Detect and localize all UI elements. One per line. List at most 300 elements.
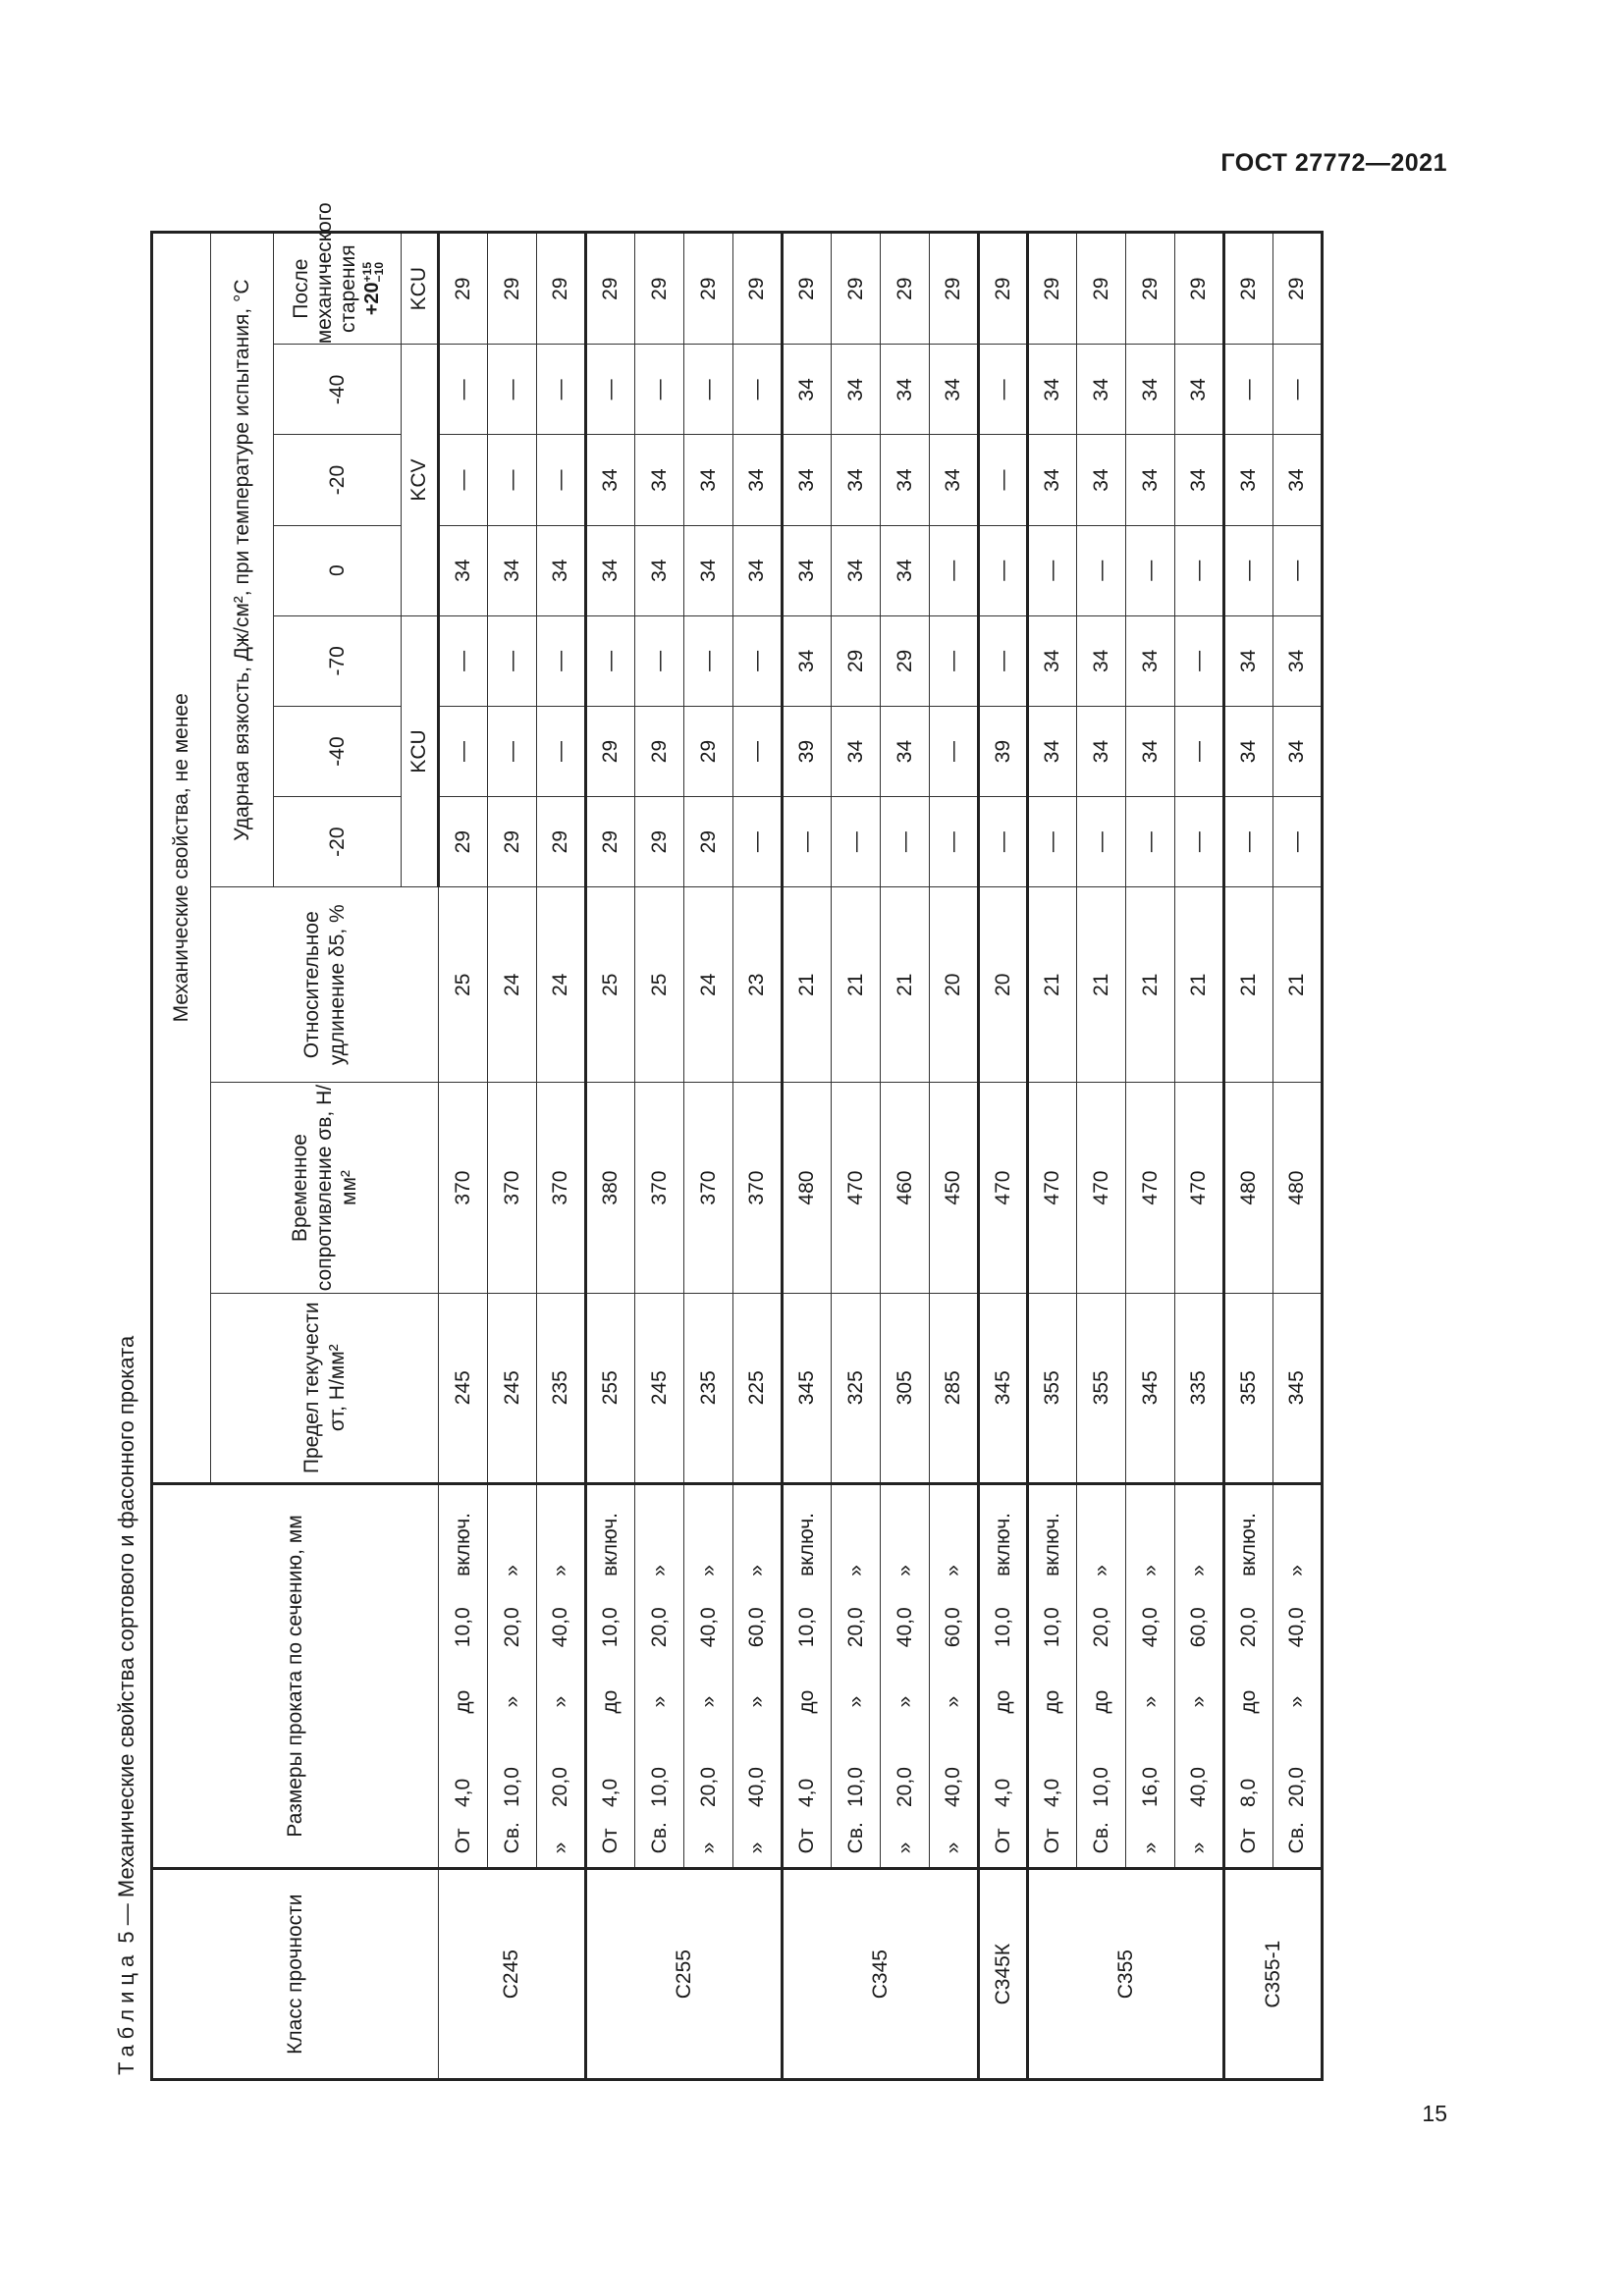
elongation-cell: 21 — [881, 887, 930, 1083]
kcu-minus70-cell: 34 — [1224, 615, 1273, 706]
yield-strength-cell: 245 — [439, 1293, 488, 1483]
size-suffix-cell: » — [832, 1483, 881, 1586]
kcu-minus40-cell: 34 — [832, 706, 881, 796]
yield-strength-cell: 235 — [537, 1293, 586, 1483]
kcu-aging-cell: 29 — [1126, 233, 1175, 345]
size-to-cell: 20,0 — [635, 1586, 684, 1669]
elongation-cell: 21 — [832, 887, 881, 1083]
size-to-cell: 40,0 — [881, 1586, 930, 1669]
kcv-minus20-cell: 34 — [1028, 435, 1077, 525]
kcv-minus20-cell: 34 — [684, 435, 733, 525]
kcv-minus20-cell: 34 — [1126, 435, 1175, 525]
table-row — [979, 233, 1028, 2080]
tensile-strength-cell: 470 — [832, 1083, 881, 1294]
size-from-cell: 20,0 — [1273, 1735, 1323, 1807]
kcu-minus70-cell: — — [733, 615, 783, 706]
tensile-strength-cell: 370 — [733, 1083, 783, 1294]
aging-tolerance — [361, 262, 385, 282]
kcv-minus40-cell: 34 — [1126, 345, 1175, 435]
caption-number: 5 — [114, 1931, 138, 1944]
kcv-0-cell: — — [1126, 525, 1175, 615]
yield-strength-cell: 345 — [1273, 1293, 1323, 1483]
header-after-aging — [274, 202, 402, 345]
size-word-cell: » — [930, 1669, 979, 1735]
size-suffix-cell: » — [537, 1483, 586, 1586]
size-prefix-cell: » — [537, 1807, 586, 1869]
kcu-minus40-cell: 29 — [635, 706, 684, 796]
size-from-cell: 10,0 — [488, 1735, 537, 1807]
kcv-minus20-cell: 34 — [783, 435, 832, 525]
elongation-cell: 25 — [586, 887, 635, 1083]
kcv-minus20-cell: 34 — [1273, 435, 1323, 525]
size-suffix-cell: » — [635, 1483, 684, 1586]
kcu-minus70-cell: — — [537, 615, 586, 706]
size-from-cell: 40,0 — [930, 1735, 979, 1807]
yield-strength-cell: 235 — [684, 1293, 733, 1483]
size-suffix-cell: » — [930, 1483, 979, 1586]
kcu-minus40-cell: 39 — [979, 706, 1028, 796]
tensile-strength-label: Временное сопротивление σв, Н/мм² — [288, 1084, 361, 1292]
kcu-aging-cell: 29 — [1077, 233, 1126, 345]
size-suffix-cell: включ. — [586, 1483, 635, 1586]
kcv-0-cell: 34 — [684, 525, 733, 615]
elongation-cell: 21 — [1028, 887, 1077, 1083]
header-mechanical-properties: Механические свойства, не менее — [152, 233, 211, 1484]
size-from-cell: 4,0 — [783, 1735, 832, 1807]
kcv-minus40-cell: — — [684, 345, 733, 435]
kcu-minus20-cell: — — [1224, 797, 1273, 887]
kcv-0-cell: 34 — [783, 525, 832, 615]
size-suffix-cell: включ. — [1224, 1483, 1273, 1586]
kcu-aging-cell: 29 — [439, 233, 488, 345]
kcu-minus70-cell: 29 — [881, 615, 930, 706]
aging-tolerance-plus: +15 — [359, 262, 374, 283]
kcu-aging-cell: 29 — [1273, 233, 1323, 345]
kcu-minus40-cell: 34 — [1126, 706, 1175, 796]
kcu-aging-cell: 29 — [635, 233, 684, 345]
yield-strength-label: Предел текучести σт, Н/мм² — [300, 1302, 349, 1474]
kcu-minus40-cell: — — [1175, 706, 1224, 796]
header-tensile-strength — [211, 1083, 439, 1294]
kcu-minus70-cell: 34 — [783, 615, 832, 706]
elongation-cell: 21 — [1224, 887, 1273, 1083]
kcv-minus20-cell: 34 — [832, 435, 881, 525]
yield-strength-cell: 355 — [1077, 1293, 1126, 1483]
size-word-cell: » — [537, 1669, 586, 1735]
kcv-minus20-cell: 34 — [1224, 435, 1273, 525]
size-prefix-cell: От — [1224, 1807, 1273, 1869]
kcu-minus20-cell: — — [783, 797, 832, 887]
size-to-cell: 10,0 — [439, 1586, 488, 1669]
kcu-minus40-cell: 29 — [586, 706, 635, 796]
kcu-minus40-cell: 39 — [783, 706, 832, 796]
table-row — [1126, 233, 1175, 2080]
kcu-minus20-cell: — — [1175, 797, 1224, 887]
kcv-minus20-cell: 34 — [733, 435, 783, 525]
kcu-minus20-cell: — — [1028, 797, 1077, 887]
kcu-minus40-cell: — — [439, 706, 488, 796]
kcu-minus20-cell: — — [1126, 797, 1175, 887]
kcv-minus40-cell: — — [537, 345, 586, 435]
table-caption — [103, 231, 150, 2081]
tensile-strength-cell: 470 — [1077, 1083, 1126, 1294]
tensile-strength-cell: 480 — [1224, 1083, 1273, 1294]
kcv-0-cell: 34 — [439, 525, 488, 615]
size-to-cell: 10,0 — [783, 1586, 832, 1669]
kcu-minus70-cell: — — [930, 615, 979, 706]
size-to-cell: 40,0 — [684, 1586, 733, 1669]
size-word-cell: » — [832, 1669, 881, 1735]
header-kcv: KCV — [402, 345, 439, 615]
kcv-0-cell: — — [1224, 525, 1273, 615]
size-suffix-cell: » — [733, 1483, 783, 1586]
elongation-cell: 21 — [1273, 887, 1323, 1083]
size-from-cell: 4,0 — [586, 1735, 635, 1807]
size-word-cell: » — [881, 1669, 930, 1735]
kcu-aging-cell: 29 — [930, 233, 979, 345]
tensile-strength-cell: 470 — [1126, 1083, 1175, 1294]
page-number: 15 — [1422, 2101, 1447, 2126]
kcv-minus40-cell: — — [488, 345, 537, 435]
kcv-minus40-cell: — — [635, 345, 684, 435]
table-row — [1175, 233, 1224, 2080]
kcu-minus70-cell: — — [586, 615, 635, 706]
size-prefix-cell: От — [1028, 1807, 1077, 1869]
size-word-cell: до — [439, 1669, 488, 1735]
caption-label: Таблица — [114, 1949, 138, 2075]
table-row — [1028, 233, 1077, 2080]
size-word-cell: до — [586, 1669, 635, 1735]
rotated-table-block — [103, 202, 1340, 2081]
kcu-minus20-cell: — — [1077, 797, 1126, 887]
kcu-minus70-cell: — — [1175, 615, 1224, 706]
size-word-cell: до — [1028, 1669, 1077, 1735]
kcv-0-cell: — — [1175, 525, 1224, 615]
yield-strength-cell: 325 — [832, 1293, 881, 1483]
strength-class-cell: С345К — [979, 1869, 1028, 2080]
kcu-aging-cell: 29 — [1224, 233, 1273, 345]
elongation-cell: 24 — [537, 887, 586, 1083]
size-suffix-cell: » — [1175, 1483, 1224, 1586]
kcv-minus40-cell: — — [733, 345, 783, 435]
tensile-strength-cell: 460 — [881, 1083, 930, 1294]
size-prefix-cell: Св. — [832, 1807, 881, 1869]
tensile-strength-cell: 370 — [684, 1083, 733, 1294]
yield-strength-cell: 225 — [733, 1293, 783, 1483]
table-row — [586, 233, 635, 2080]
kcu-minus20-cell: — — [930, 797, 979, 887]
size-word-cell: до — [979, 1669, 1028, 1735]
tensile-strength-cell: 480 — [1273, 1083, 1323, 1294]
kcu-minus40-cell: 34 — [1273, 706, 1323, 796]
kcv-minus40-cell: — — [586, 345, 635, 435]
kcu-aging-cell: 29 — [1028, 233, 1077, 345]
size-from-cell: 40,0 — [1175, 1735, 1224, 1807]
kcv-minus20-cell: 34 — [635, 435, 684, 525]
kcu-minus20-cell: 29 — [537, 797, 586, 887]
table-row — [930, 233, 979, 2080]
size-to-cell: 40,0 — [537, 1586, 586, 1669]
kcu-aging-cell: 29 — [488, 233, 537, 345]
kcu-minus70-cell: 34 — [1273, 615, 1323, 706]
size-from-cell: 10,0 — [832, 1735, 881, 1807]
size-suffix-cell: включ. — [439, 1483, 488, 1586]
size-suffix-cell: » — [1126, 1483, 1175, 1586]
kcv-0-cell: 34 — [832, 525, 881, 615]
kcu-minus20-cell: 29 — [439, 797, 488, 887]
kcu-minus70-cell: — — [488, 615, 537, 706]
yield-strength-cell: 345 — [783, 1293, 832, 1483]
kcu-aging-cell: 29 — [684, 233, 733, 345]
size-prefix-cell: » — [1126, 1807, 1175, 1869]
kcu-minus20-cell: 29 — [635, 797, 684, 887]
kcu-minus40-cell: — — [488, 706, 537, 796]
size-from-cell: 4,0 — [979, 1735, 1028, 1807]
kcu-minus40-cell: 34 — [1224, 706, 1273, 796]
size-from-cell: 40,0 — [733, 1735, 783, 1807]
kcu-aging-cell: 29 — [537, 233, 586, 345]
size-suffix-cell: » — [684, 1483, 733, 1586]
kcu-minus70-cell: — — [439, 615, 488, 706]
size-to-cell: 20,0 — [488, 1586, 537, 1669]
elongation-cell: 21 — [783, 887, 832, 1083]
kcv-minus20-cell: — — [537, 435, 586, 525]
elongation-cell: 21 — [1126, 887, 1175, 1083]
table-row — [537, 233, 586, 2080]
kcv-0-cell: 34 — [586, 525, 635, 615]
kcv-minus40-cell: — — [979, 345, 1028, 435]
size-from-cell: 8,0 — [1224, 1735, 1273, 1807]
kcv-0-cell: — — [1077, 525, 1126, 615]
kcv-0-cell: — — [1028, 525, 1077, 615]
strength-class-cell: С255 — [586, 1869, 783, 2080]
size-word-cell: » — [488, 1669, 537, 1735]
yield-strength-cell: 345 — [1126, 1293, 1175, 1483]
header-temp-kcv-0: 0 — [274, 525, 402, 615]
yield-strength-cell: 255 — [586, 1293, 635, 1483]
elongation-cell: 21 — [1175, 887, 1224, 1083]
kcv-minus20-cell: 34 — [1077, 435, 1126, 525]
size-prefix-cell: Св. — [1273, 1807, 1323, 1869]
table-row — [684, 233, 733, 2080]
strength-class-cell: С355 — [1028, 1869, 1224, 2080]
kcv-minus20-cell: — — [488, 435, 537, 525]
kcu-minus20-cell: 29 — [488, 797, 537, 887]
table-row — [783, 233, 832, 2080]
kcu-minus70-cell: — — [635, 615, 684, 706]
kcu-aging-cell: 29 — [783, 233, 832, 345]
kcu-minus20-cell: — — [979, 797, 1028, 887]
kcv-minus40-cell: 34 — [1077, 345, 1126, 435]
size-prefix-cell: Св. — [635, 1807, 684, 1869]
table-row — [635, 233, 684, 2080]
size-word-cell: » — [1175, 1669, 1224, 1735]
yield-strength-cell: 245 — [635, 1293, 684, 1483]
kcu-aging-cell: 29 — [979, 233, 1028, 345]
header-elongation — [211, 887, 439, 1083]
elongation-cell: 20 — [979, 887, 1028, 1083]
kcu-aging-cell: 29 — [881, 233, 930, 345]
kcv-minus40-cell: 34 — [1028, 345, 1077, 435]
size-to-cell: 60,0 — [733, 1586, 783, 1669]
size-from-cell: 20,0 — [537, 1735, 586, 1807]
kcu-minus40-cell: 34 — [1077, 706, 1126, 796]
kcu-aging-cell: 29 — [733, 233, 783, 345]
kcu-minus70-cell: 34 — [1028, 615, 1077, 706]
strength-class-cell: С245 — [439, 1869, 586, 2080]
size-prefix-cell: » — [1175, 1807, 1224, 1869]
size-prefix-cell: » — [733, 1807, 783, 1869]
size-to-cell: 20,0 — [832, 1586, 881, 1669]
size-suffix-cell: » — [488, 1483, 537, 1586]
size-suffix-cell: включ. — [1028, 1483, 1077, 1586]
kcv-minus20-cell: 34 — [930, 435, 979, 525]
kcv-minus40-cell: 34 — [783, 345, 832, 435]
kcu-aging-cell: 29 — [1175, 233, 1224, 345]
kcv-minus40-cell: — — [1224, 345, 1273, 435]
kcv-minus40-cell: 34 — [832, 345, 881, 435]
kcu-minus70-cell: 29 — [832, 615, 881, 706]
tensile-strength-cell: 470 — [979, 1083, 1028, 1294]
size-prefix-cell: От — [979, 1807, 1028, 1869]
tensile-strength-cell: 370 — [488, 1083, 537, 1294]
header-temp-kcv-minus20: -20 — [274, 435, 402, 525]
size-suffix-cell: включ. — [783, 1483, 832, 1586]
yield-strength-cell: 355 — [1224, 1293, 1273, 1483]
size-to-cell: 40,0 — [1126, 1586, 1175, 1669]
tensile-strength-cell: 480 — [783, 1083, 832, 1294]
elongation-cell: 25 — [635, 887, 684, 1083]
size-word-cell: до — [783, 1669, 832, 1735]
kcv-minus40-cell: 34 — [930, 345, 979, 435]
kcu-minus20-cell: — — [1273, 797, 1323, 887]
yield-strength-cell: 245 — [488, 1293, 537, 1483]
yield-strength-cell: 285 — [930, 1293, 979, 1483]
kcv-0-cell: 34 — [488, 525, 537, 615]
size-from-cell: 4,0 — [439, 1735, 488, 1807]
kcv-0-cell: 34 — [881, 525, 930, 615]
size-suffix-cell: » — [1273, 1483, 1323, 1586]
header-temp-kcu-minus40: -40 — [274, 706, 402, 796]
after-aging-label: После механического старения — [290, 202, 360, 345]
elongation-cell: 25 — [439, 887, 488, 1083]
kcu-minus40-cell: 34 — [881, 706, 930, 796]
kcv-0-cell: — — [1273, 525, 1323, 615]
kcv-minus40-cell: — — [1273, 345, 1323, 435]
header-strength-class: Класс прочности — [152, 1869, 439, 2080]
kcv-minus40-cell: 34 — [1175, 345, 1224, 435]
kcu-minus70-cell: — — [979, 615, 1028, 706]
tensile-strength-cell: 370 — [537, 1083, 586, 1294]
kcv-minus20-cell: 34 — [881, 435, 930, 525]
size-prefix-cell: » — [930, 1807, 979, 1869]
yield-strength-cell: 305 — [881, 1293, 930, 1483]
header-kcu-aging: KCU — [402, 233, 439, 345]
header-dimensions: Размеры проката по сечению, мм — [152, 1483, 439, 1869]
document-header: ГОСТ 27772—2021 — [1220, 149, 1447, 177]
elongation-cell: 24 — [684, 887, 733, 1083]
size-from-cell: 10,0 — [1077, 1735, 1126, 1807]
size-from-cell: 20,0 — [881, 1735, 930, 1807]
size-to-cell: 10,0 — [979, 1586, 1028, 1669]
elongation-label: Относительное удлинение δ5, % — [300, 904, 349, 1066]
kcu-minus70-cell: 34 — [1077, 615, 1126, 706]
header-temp-kcv-minus40: -40 — [274, 345, 402, 435]
table-row — [1224, 233, 1273, 2080]
size-word-cell: до — [1077, 1669, 1126, 1735]
yield-strength-cell: 335 — [1175, 1293, 1224, 1483]
table-row — [488, 233, 537, 2080]
size-to-cell: 10,0 — [1028, 1586, 1077, 1669]
table-row — [439, 233, 488, 2080]
kcu-minus20-cell: 29 — [586, 797, 635, 887]
size-to-cell: 10,0 — [586, 1586, 635, 1669]
table-row — [832, 233, 881, 2080]
size-word-cell: » — [733, 1669, 783, 1735]
yield-strength-cell: 345 — [979, 1293, 1028, 1483]
elongation-cell: 21 — [1077, 887, 1126, 1083]
kcv-minus40-cell: — — [439, 345, 488, 435]
kcu-minus20-cell: — — [832, 797, 881, 887]
size-prefix-cell: От — [439, 1807, 488, 1869]
size-from-cell: 4,0 — [1028, 1735, 1077, 1807]
kcv-minus20-cell: 34 — [1175, 435, 1224, 525]
kcv-0-cell: 34 — [635, 525, 684, 615]
kcu-minus70-cell: — — [684, 615, 733, 706]
kcu-aging-cell: 29 — [832, 233, 881, 345]
tensile-strength-cell: 370 — [635, 1083, 684, 1294]
size-prefix-cell: От — [586, 1807, 635, 1869]
size-prefix-cell: Св. — [488, 1807, 537, 1869]
size-from-cell: 10,0 — [635, 1735, 684, 1807]
strength-class-cell: С355-1 — [1224, 1869, 1323, 2080]
size-to-cell: 60,0 — [930, 1586, 979, 1669]
elongation-cell: 24 — [488, 887, 537, 1083]
size-prefix-cell: Св. — [1077, 1807, 1126, 1869]
kcv-minus20-cell: — — [439, 435, 488, 525]
kcu-minus40-cell: — — [537, 706, 586, 796]
size-from-cell: 16,0 — [1126, 1735, 1175, 1807]
strength-class-cell: С345 — [783, 1869, 979, 2080]
kcu-minus40-cell: — — [930, 706, 979, 796]
size-from-cell: 20,0 — [684, 1735, 733, 1807]
table-body — [439, 233, 1323, 2080]
mechanical-properties-table — [150, 202, 1324, 2081]
kcu-minus40-cell: 34 — [1028, 706, 1077, 796]
table-row — [1273, 233, 1323, 2080]
table-row — [733, 233, 783, 2080]
aging-tolerance-minus: −10 — [371, 262, 386, 283]
size-suffix-cell: » — [881, 1483, 930, 1586]
table-row — [881, 233, 930, 2080]
kcv-0-cell: — — [930, 525, 979, 615]
size-suffix-cell: » — [1077, 1483, 1126, 1586]
size-prefix-cell: » — [881, 1807, 930, 1869]
kcu-minus20-cell: — — [733, 797, 783, 887]
kcv-minus40-cell: 34 — [881, 345, 930, 435]
size-word-cell: » — [1273, 1669, 1323, 1735]
header-temp-kcu-minus70: -70 — [274, 615, 402, 706]
size-word-cell: » — [684, 1669, 733, 1735]
caption-title: — Механические свойства сортового и фасонного проката — [114, 1335, 138, 1926]
size-suffix-cell: включ. — [979, 1483, 1028, 1586]
size-to-cell: 60,0 — [1175, 1586, 1224, 1669]
size-to-cell: 20,0 — [1077, 1586, 1126, 1669]
kcv-0-cell: 34 — [733, 525, 783, 615]
tensile-strength-cell: 470 — [1175, 1083, 1224, 1294]
header-yield-strength — [211, 1293, 439, 1483]
tensile-strength-cell: 450 — [930, 1083, 979, 1294]
